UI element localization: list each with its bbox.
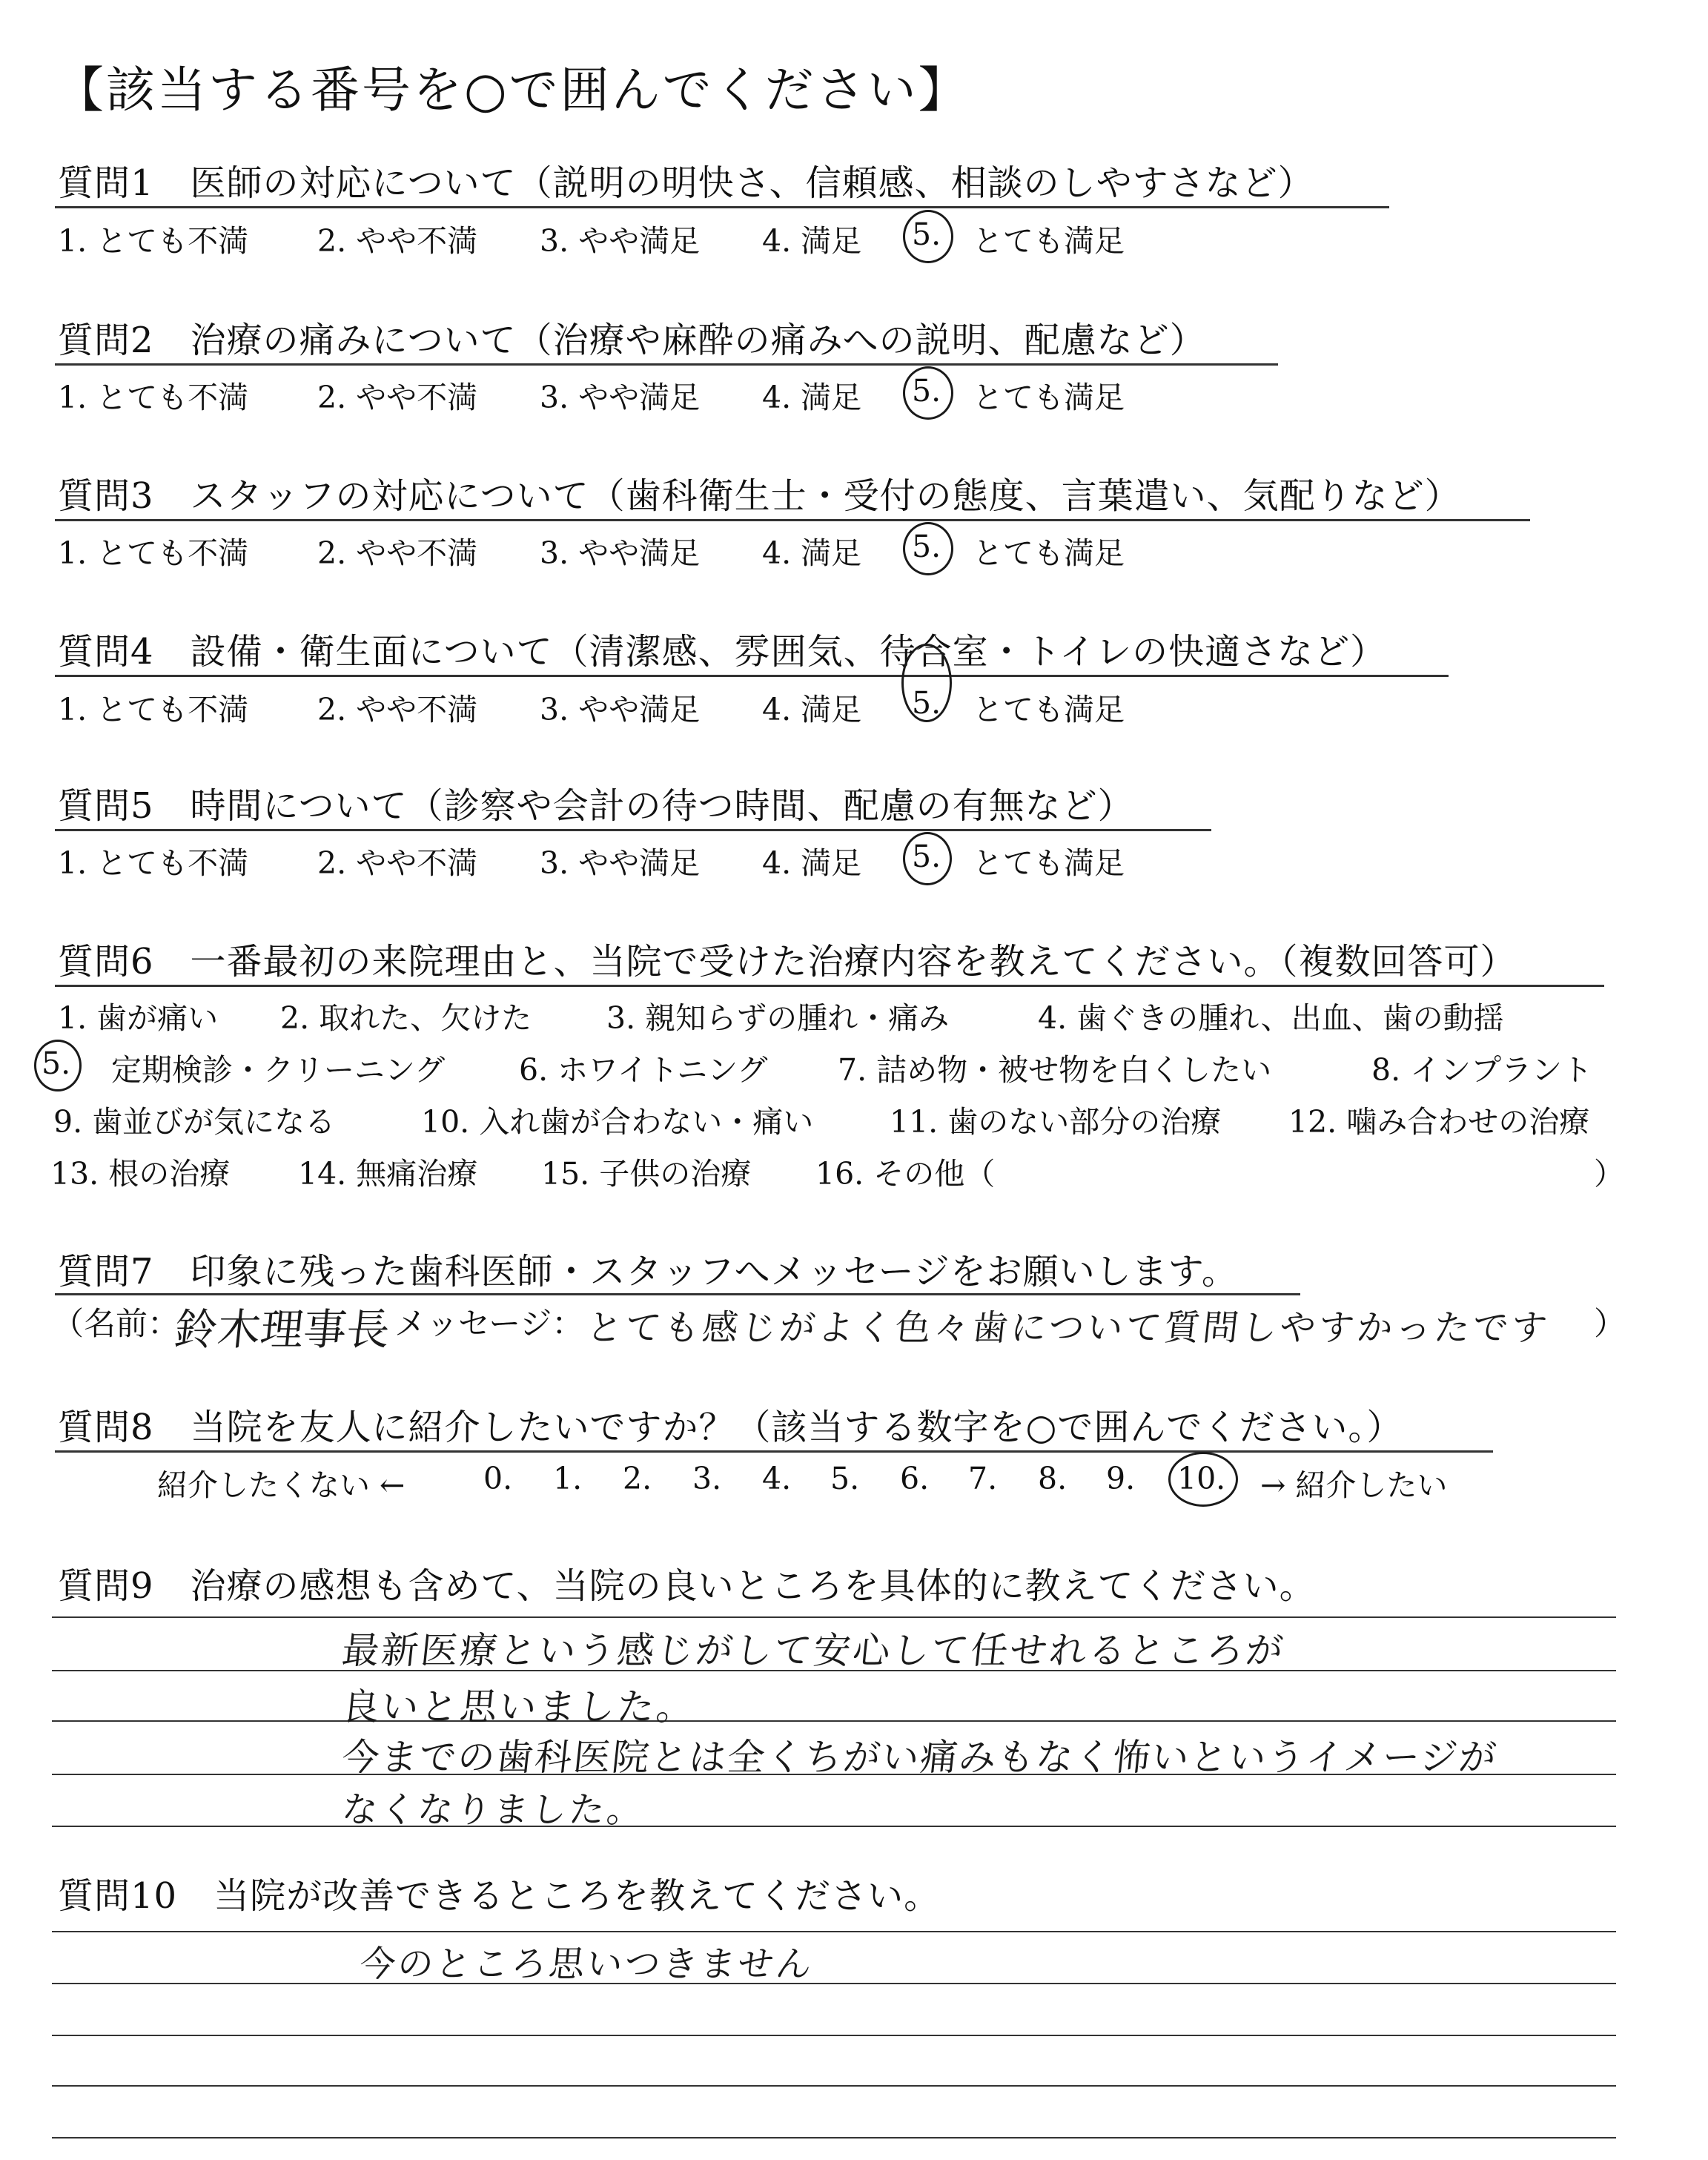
message-label: メッセージ： [394, 1306, 584, 1343]
option-white-fillings[interactable]: 7. 詰め物・被せ物を白くしたい [838, 1052, 1272, 1088]
option-5-number[interactable]: 5. [912, 839, 941, 874]
option-5-number[interactable]: 5. [912, 217, 941, 252]
option-somewhat-dissatisfied[interactable]: 2. やや不満 [317, 535, 478, 571]
option-toothache[interactable]: 1. 歯が痛い [58, 1000, 219, 1036]
option-somewhat-dissatisfied[interactable]: 2. やや不満 [317, 223, 478, 259]
option-very-dissatisfied[interactable]: 1. とても不満 [58, 845, 249, 881]
option-missing-teeth[interactable]: 11. 歯のない部分の治療 [890, 1104, 1222, 1140]
handwritten-line[interactable]: 今までの歯科医院とは全くちがい痛みもなく怖いというイメージが [340, 1736, 1500, 1779]
ruled-line [52, 2085, 1616, 2087]
scale-6[interactable]: 6. [900, 1461, 930, 1496]
recommend-label: → 紹介したい [1260, 1467, 1448, 1503]
page-title: 【該当する番号を○で囲んでください】 [55, 62, 970, 119]
question-6-title: 質問6 一番最初の来院理由と、当院で受けた治療内容を教えてください。（複数回答可） [58, 941, 1517, 982]
ruled-line [52, 1720, 1616, 1722]
option-bite[interactable]: 12. 噛み合わせの治療 [1288, 1104, 1590, 1140]
question-4-title: 質問4 設備・衛生面について（清潔感、雰囲気、待合室・トイレの快適さなど） [58, 631, 1387, 673]
option-somewhat-dissatisfied[interactable]: 2. やや不満 [317, 692, 478, 727]
option-very-dissatisfied[interactable]: 1. とても不満 [58, 380, 249, 415]
option-alignment[interactable]: 9. 歯並びが気になる [53, 1104, 336, 1140]
handwritten-line[interactable]: 最新医療という感じがして安心して任せれるところが [340, 1629, 1288, 1672]
question-3-underline [55, 519, 1530, 521]
option-5-number[interactable]: 5. [912, 685, 941, 721]
question-2-title: 質問2 治療の痛みについて（治療や麻酔の痛みへの説明、配慮など） [58, 320, 1206, 361]
scale-1[interactable]: 1. [553, 1461, 583, 1496]
name-handwritten[interactable]: 鈴木理事長 [171, 1304, 393, 1355]
scale-0[interactable]: 0. [483, 1461, 513, 1496]
handwritten-line[interactable]: なくなりました。 [340, 1789, 647, 1831]
answer-circle-mark [901, 644, 952, 722]
option-somewhat-satisfied[interactable]: 3. やや満足 [540, 692, 701, 727]
question-1-underline [55, 206, 1389, 208]
answer-circle-mark [903, 210, 953, 263]
question-1-title: 質問1 医師の対応について（説明の明快さ、信頼感、相談のしやすさなど） [58, 162, 1314, 204]
option-very-dissatisfied[interactable]: 1. とても不満 [58, 535, 249, 571]
option-pediatric[interactable]: 15. 子供の治療 [541, 1156, 752, 1192]
option-very-satisfied[interactable]: とても満足 [973, 845, 1125, 881]
question-3-title: 質問3 スタッフの対応について（歯科衛生士・受付の態度、言葉遣い、気配りなど） [58, 475, 1461, 517]
option-very-satisfied[interactable]: とても満足 [973, 223, 1125, 259]
name-label: （名前： [52, 1306, 179, 1343]
message-close: ） [1594, 1306, 1626, 1343]
scale-8[interactable]: 8. [1038, 1461, 1068, 1496]
scale-3[interactable]: 3. [692, 1461, 722, 1496]
scale-7[interactable]: 7. [968, 1461, 998, 1496]
question-8-title: 質問8 当院を友人に紹介したいですか？（該当する数字を○で囲んでください。） [58, 1407, 1403, 1448]
option-somewhat-satisfied[interactable]: 3. やや満足 [540, 380, 701, 415]
option-satisfied[interactable]: 4. 満足 [762, 845, 862, 881]
option-somewhat-dissatisfied[interactable]: 2. やや不満 [317, 845, 478, 881]
option-very-dissatisfied[interactable]: 1. とても不満 [58, 692, 249, 727]
option-wisdom-tooth[interactable]: 3. 親知らずの腫れ・痛み [606, 1000, 950, 1036]
option-somewhat-satisfied[interactable]: 3. やや満足 [540, 535, 701, 571]
ruled-line [52, 1931, 1616, 1932]
ruled-line [52, 1983, 1616, 1984]
option-painless[interactable]: 14. 無痛治療 [298, 1156, 478, 1192]
ruled-line [52, 1616, 1616, 1618]
option-dentures[interactable]: 10. 入れ歯が合わない・痛い [421, 1104, 814, 1140]
option-checkup-cleaning[interactable]: 定期検診・クリーニング [111, 1052, 446, 1088]
scale-5[interactable]: 5. [830, 1461, 860, 1496]
option-root-canal[interactable]: 13. 根の治療 [50, 1156, 231, 1192]
answer-circle-mark [1168, 1452, 1238, 1507]
message-handwritten[interactable]: とても感じがよく色々歯について質問しやすかったです [584, 1307, 1552, 1349]
answer-circle-mark [903, 366, 953, 420]
answer-circle-mark [34, 1040, 82, 1091]
scale-10[interactable]: 10. [1177, 1461, 1226, 1496]
ruled-line [52, 1826, 1616, 1827]
option-other-close: ） [1594, 1156, 1624, 1192]
scale-4[interactable]: 4. [762, 1461, 792, 1496]
question-4-underline [55, 675, 1449, 677]
ruled-line [52, 2035, 1616, 2036]
option-very-satisfied[interactable]: とても満足 [973, 535, 1125, 571]
option-5-number[interactable]: 5. [42, 1046, 71, 1081]
question-10-title: 質問10 当院が改善できるところを教えてください。 [58, 1875, 941, 1917]
option-satisfied[interactable]: 4. 満足 [762, 535, 862, 571]
ruled-line [52, 2137, 1616, 2138]
handwritten-line[interactable]: 今のところ思いつきません [357, 1943, 816, 1985]
option-satisfied[interactable]: 4. 満足 [762, 692, 862, 727]
question-6-underline [55, 985, 1604, 987]
handwritten-line[interactable]: 良いと思いました。 [340, 1685, 698, 1728]
option-very-satisfied[interactable]: とても満足 [973, 692, 1125, 727]
option-implant[interactable]: 8. インプラント [1371, 1052, 1593, 1088]
scale-2[interactable]: 2. [623, 1461, 652, 1496]
question-2-underline [55, 363, 1278, 366]
question-5-title: 質問5 時間について（診察や会計の待つ時間、配慮の有無など） [58, 785, 1134, 827]
question-5-underline [55, 829, 1211, 831]
option-very-dissatisfied[interactable]: 1. とても不満 [58, 223, 249, 259]
question-8-underline [55, 1450, 1493, 1453]
option-other[interactable]: 16. その他（ [815, 1156, 996, 1192]
option-satisfied[interactable]: 4. 満足 [762, 380, 862, 415]
option-whitening[interactable]: 6. ホワイトニング [519, 1052, 768, 1088]
option-somewhat-satisfied[interactable]: 3. やや満足 [540, 845, 701, 881]
question-9-title: 質問9 治療の感想も含めて、当院の良いところを具体的に教えてください。 [58, 1565, 1316, 1607]
option-somewhat-dissatisfied[interactable]: 2. やや不満 [317, 380, 478, 415]
question-7-title: 質問7 印象に残った歯科医師・スタッフへメッセージをお願いします。 [58, 1251, 1238, 1292]
answer-circle-mark [903, 832, 952, 885]
answer-circle-mark [903, 522, 953, 575]
option-broken-chipped[interactable]: 2. 取れた、欠けた [280, 1000, 532, 1036]
option-satisfied[interactable]: 4. 満足 [762, 223, 862, 259]
not-recommend-label: 紹介したくない ← [157, 1467, 406, 1503]
option-somewhat-satisfied[interactable]: 3. やや満足 [540, 223, 701, 259]
option-very-satisfied[interactable]: とても満足 [973, 380, 1125, 415]
option-gum-issues[interactable]: 4. 歯ぐきの腫れ、出血、歯の動揺 [1038, 1000, 1504, 1036]
scale-9[interactable]: 9. [1106, 1461, 1136, 1496]
option-5-number[interactable]: 5. [912, 529, 941, 564]
option-5-number[interactable]: 5. [912, 373, 941, 409]
